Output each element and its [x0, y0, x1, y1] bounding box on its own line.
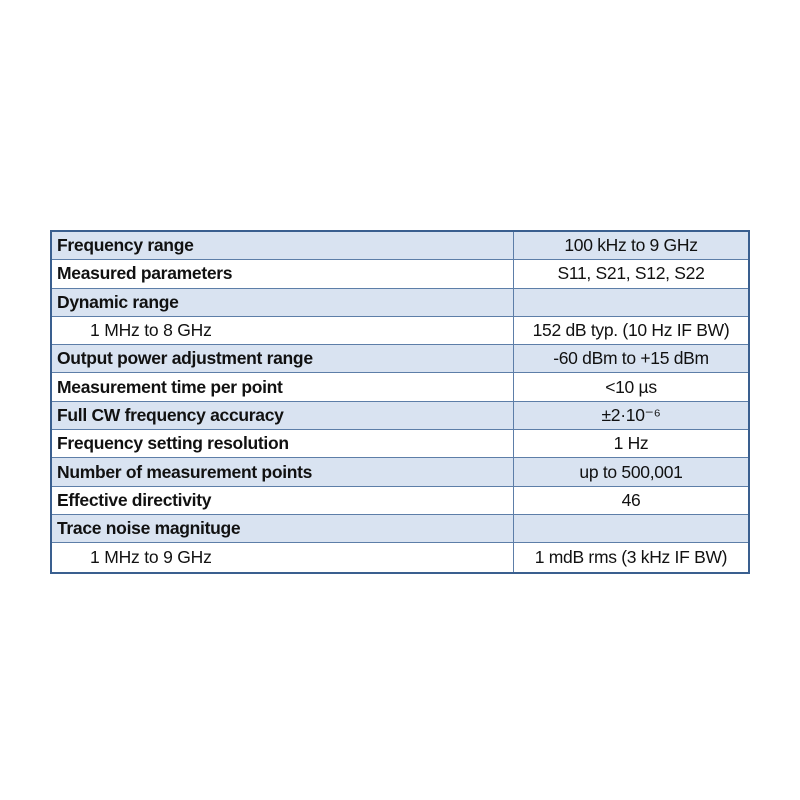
- spec-name: Full CW frequency accuracy: [52, 402, 514, 429]
- spec-value: S11, S21, S12, S22: [557, 263, 705, 284]
- spec-value: -60 dBm to +15 dBm: [553, 348, 709, 369]
- spec-value: up to 500,001: [579, 461, 683, 482]
- spec-name: 1 MHz to 8 GHz: [52, 317, 514, 344]
- spec-value: [514, 515, 748, 542]
- spec-name: 1 MHz to 9 GHz: [52, 543, 514, 571]
- spec-name: Measurement time per point: [52, 373, 514, 400]
- table-row: [52, 232, 748, 260]
- spec-value: ±2·10⁻⁶: [601, 404, 661, 425]
- spec-name: Effective directivity: [52, 487, 514, 514]
- spec-name: Frequency setting resolution: [52, 430, 514, 457]
- table-row: [52, 430, 748, 458]
- spec-table: [50, 230, 750, 574]
- table-row: [52, 289, 748, 317]
- spec-name: Measured parameters: [52, 260, 514, 287]
- table-row: [52, 260, 748, 288]
- spec-value: 100 kHz to 9 GHz: [564, 235, 698, 256]
- spec-value: 46: [621, 489, 641, 510]
- table-row: [52, 402, 748, 430]
- spec-name: Dynamic range: [52, 289, 514, 316]
- table-row: [52, 317, 748, 345]
- spec-value: 152 dB typ. (10 Hz IF BW): [532, 320, 730, 341]
- table-row: [52, 515, 748, 543]
- spec-name: Number of measurement points: [52, 458, 514, 485]
- table-row: [52, 458, 748, 486]
- table-row: [52, 373, 748, 401]
- table-row: [52, 543, 748, 571]
- table-row: [52, 345, 748, 373]
- spec-name: Output power adjustment range: [52, 345, 514, 372]
- spec-value: 1 mdB rms (3 kHz IF BW): [534, 546, 728, 567]
- spec-name: Frequency range: [52, 232, 514, 259]
- spec-value: [514, 289, 748, 316]
- spec-value: 1 Hz: [613, 433, 649, 454]
- spec-name: Trace noise magnituge: [52, 515, 514, 542]
- table-row: [52, 487, 748, 515]
- spec-value: <10 µs: [605, 376, 657, 397]
